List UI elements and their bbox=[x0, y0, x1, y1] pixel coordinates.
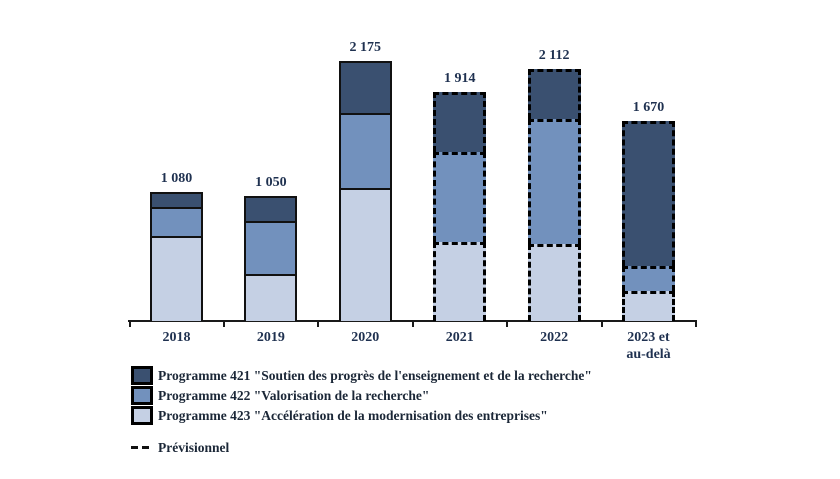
legend-row-0 bbox=[131, 366, 592, 385]
x-axis-label-line: 2022 bbox=[540, 330, 569, 345]
dash-icon bbox=[142, 446, 149, 449]
legend-swatch bbox=[131, 386, 153, 405]
forecast-dash-marker bbox=[131, 446, 153, 449]
x-axis-tick bbox=[129, 320, 131, 327]
bar-segment-2019-series-2 bbox=[244, 196, 297, 221]
x-axis-tick bbox=[412, 320, 414, 327]
x-axis-category-label bbox=[130, 329, 224, 346]
x-axis-label-line: 2019 bbox=[256, 330, 285, 345]
legend-row-2 bbox=[131, 406, 592, 425]
legend bbox=[131, 366, 592, 458]
bar-segment-2023-et-au-delà-series-0 bbox=[622, 291, 675, 321]
x-axis-category-label bbox=[413, 329, 507, 346]
dash-icon bbox=[131, 446, 138, 449]
x-axis-tick bbox=[695, 320, 697, 327]
x-axis-tick bbox=[506, 320, 508, 327]
x-axis-label-line: 2023 et bbox=[627, 330, 670, 345]
legend-label: Prévisionnel bbox=[158, 439, 230, 455]
bar-total-label: 1 670 bbox=[632, 100, 665, 116]
bar-total-label: 1 050 bbox=[255, 174, 287, 190]
legend-swatch bbox=[131, 366, 153, 385]
legend-label: Programme 423 "Accélération de la modernisation des entreprises" bbox=[158, 407, 548, 423]
bar-segment-2020-series-1 bbox=[339, 113, 392, 188]
x-axis-category-label bbox=[602, 329, 696, 363]
bar-segment-2018-series-2 bbox=[150, 192, 203, 208]
x-axis-label-line: 2020 bbox=[351, 330, 380, 345]
legend-swatch bbox=[131, 406, 153, 425]
bar-total-label: 2 112 bbox=[538, 47, 570, 63]
bar-segment-2023-et-au-delà-series-1 bbox=[622, 266, 675, 291]
legend-label: Programme 422 "Valorisation de la recherche" bbox=[158, 387, 430, 403]
x-axis-category-label bbox=[318, 329, 412, 346]
bar-segment-2021-series-1 bbox=[433, 152, 486, 242]
bar-segment-2022-series-1 bbox=[528, 119, 581, 244]
x-axis-category-label bbox=[224, 329, 318, 346]
bar-segment-2019-series-0 bbox=[244, 274, 297, 321]
bar-segment-2023-et-au-delà-series-2 bbox=[622, 121, 675, 266]
bar-segment-2021-series-2 bbox=[433, 92, 486, 152]
x-axis-tick bbox=[223, 320, 225, 327]
x-axis-label-line: 2018 bbox=[162, 330, 191, 345]
legend-label: Programme 421 "Soutien des progrès de l'enseignement et de la recherche" bbox=[158, 367, 592, 383]
bar-segment-2018-series-0 bbox=[150, 236, 203, 321]
legend-row-3 bbox=[131, 438, 592, 457]
bar-segment-2020-series-0 bbox=[339, 188, 392, 321]
legend-row-1 bbox=[131, 386, 592, 405]
x-axis-label-line: au-delà bbox=[626, 347, 671, 362]
bar-segment-2022-series-2 bbox=[528, 69, 581, 119]
bar-segment-2018-series-1 bbox=[150, 207, 203, 235]
bar-total-label: 2 175 bbox=[349, 40, 382, 56]
bar-total-label: 1 914 bbox=[443, 71, 476, 87]
x-axis-label-line: 2021 bbox=[445, 330, 474, 345]
bar-segment-2022-series-0 bbox=[528, 244, 581, 321]
bar-total-label: 1 080 bbox=[160, 170, 193, 186]
x-axis-tick bbox=[317, 320, 319, 327]
bar-segment-2020-series-2 bbox=[339, 61, 392, 113]
bar-segment-2021-series-0 bbox=[433, 242, 486, 321]
x-axis-category-label bbox=[507, 329, 601, 346]
x-axis-tick bbox=[601, 320, 603, 327]
bar-segment-2019-series-1 bbox=[244, 221, 297, 274]
